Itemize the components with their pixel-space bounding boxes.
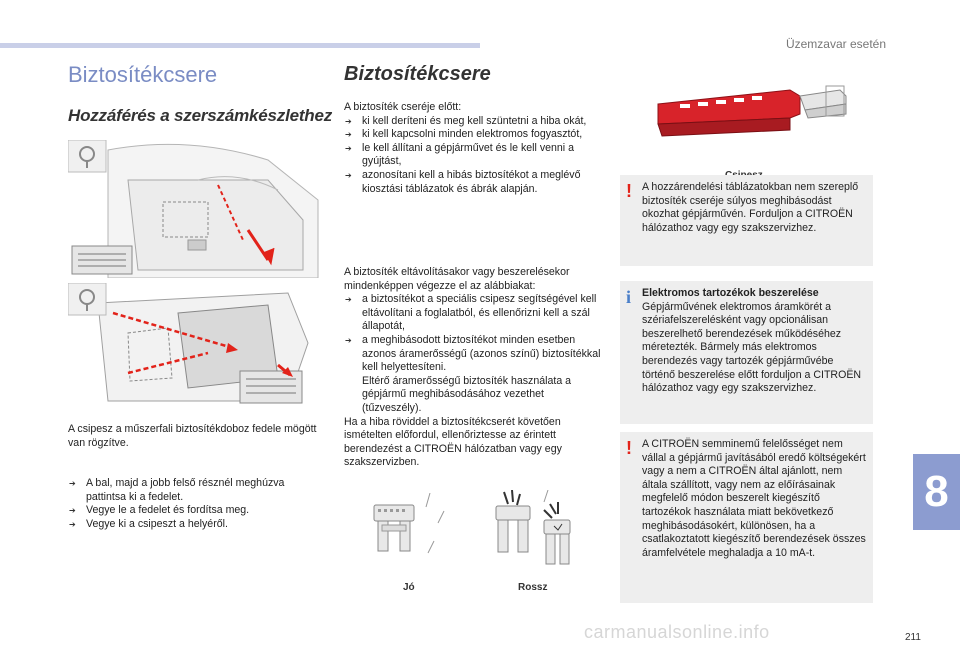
warning-text: A hozzárendelési táblázatokban nem szereplő biztosíték cseréje súlyos meghibásodást okozhat gépjárművén. Forduljon a CITROËN hálózathoz vagy egy szakszervizhez. xyxy=(642,181,859,234)
fuse-good-illustration xyxy=(364,493,464,573)
chapter-tab: 8 xyxy=(913,454,960,530)
toolkit-steps xyxy=(68,477,322,531)
list-item: ➔ A bal, majd a jobb felső résznél meghúzva pattintsa ki a fedelet. xyxy=(68,477,322,504)
info-box-accessories xyxy=(620,281,873,424)
list-item: ➔ Vegye ki a csipeszt a helyéről. xyxy=(68,518,322,532)
fuse-bad-illustration xyxy=(488,490,598,574)
fuse-bad-label: Rossz xyxy=(518,582,548,593)
info-title: Elektromos tartozékok beszerelése xyxy=(642,287,819,299)
chapter-title: Üzemzavar esetén xyxy=(785,37,886,51)
section-title-toolkit: Hozzáférés a szerszámkészlethez xyxy=(68,106,333,125)
list-item: ➔ a biztosítékot a speciális csipesz segítségével kell eltávolítani a foglalatból, és ellenőrizni kell a szál állapotát, xyxy=(344,293,606,334)
warning-icon: ! xyxy=(626,181,632,201)
removal-block xyxy=(344,266,606,470)
list-item: ➔ ki kell deríteni és meg kell szüntetni a hiba okát, xyxy=(344,115,604,129)
warning-icon: ! xyxy=(626,438,632,458)
page-number: 211 xyxy=(905,632,921,643)
list-item: ➔ ki kell kapcsolni minden elektromos fogyasztót, xyxy=(344,128,604,142)
closing-paragraph: Ha a hiba röviddel a biztosítékcserét követően ismételten előfordul, ellenőriztesse az érintett berendezést a CITROËN hálózatban vagy egy szakszervizben. xyxy=(344,415,562,469)
list-item: ➔ Vegye le a fedelet és fordítsa meg. xyxy=(68,504,322,518)
info-content xyxy=(642,287,867,396)
before-intro: A biztosíték cseréje előtt: xyxy=(344,101,462,113)
dashboard-illustration-top xyxy=(68,140,326,278)
removal-note: Eltérő áramerősségű biztosíték használata a gépjármű meghibásodásához vezethet (tűzveszély). xyxy=(362,374,572,414)
fuse-good-label: Jó xyxy=(403,582,415,593)
warning-text: A CITROËN semminemű felelősséget nem vállal a gépjármű javításából eredő költségekért vagy a nem a CITROËN által ajánlott, nem általa szállított, vagy nem az előírásainak megfelelő módon beszerelt kiegészítő tartozékok használata miatt bekövetkező meghibásodásokért, különösen, ha a csatlakoztatott kiegészítő berendezések összes áramfelvétele meghaladja a 10 mA-t. xyxy=(642,438,866,559)
page-title: Biztosítékcsere xyxy=(68,62,218,87)
dashboard-illustration-bottom xyxy=(68,283,326,411)
removal-intro: A biztosíték eltávolításakor vagy beszerelésekor mindenképpen végezze el az alábbiakat: xyxy=(344,266,570,292)
tweezers-illustration xyxy=(640,84,854,154)
warning-box-liability xyxy=(620,432,873,603)
toolkit-intro: A csipesz a műszerfali biztosítékdoboz fedele mögött van rögzítve. xyxy=(68,423,317,449)
warning-box-fuse-tables xyxy=(620,175,873,266)
header-bar xyxy=(0,43,480,48)
section-title-fuse: Biztosítékcsere xyxy=(344,63,491,85)
before-block xyxy=(344,101,604,196)
list-item: ➔ a meghibásodott biztosítékot minden esetben azonos áramerősségű (azonos színű) biztosítékkal kell helyettesíteni. xyxy=(344,334,606,375)
watermark: carmanualsonline.info xyxy=(584,622,770,642)
list-item: ➔ le kell állítani a gépjárművet és le kell venni a gyújtást, xyxy=(344,142,604,169)
info-body: Gépjárművének elektromos áramkörét a szériafelszerelésként vagy opcionálisan beszerelhető berendezések működéséhez méretezték. Bármely más elektromos berendezés vagy tartozék gépjárművébe történő beszerelése előtt forduljon a CITROËN hálózathoz vagy egy szakszervizhez. xyxy=(642,300,862,395)
list-item: ➔ azonosítani kell a hibás biztosítékot a meglévő kiosztási táblázatok és ábrák alapján. xyxy=(344,169,604,196)
info-icon: i xyxy=(626,287,632,307)
